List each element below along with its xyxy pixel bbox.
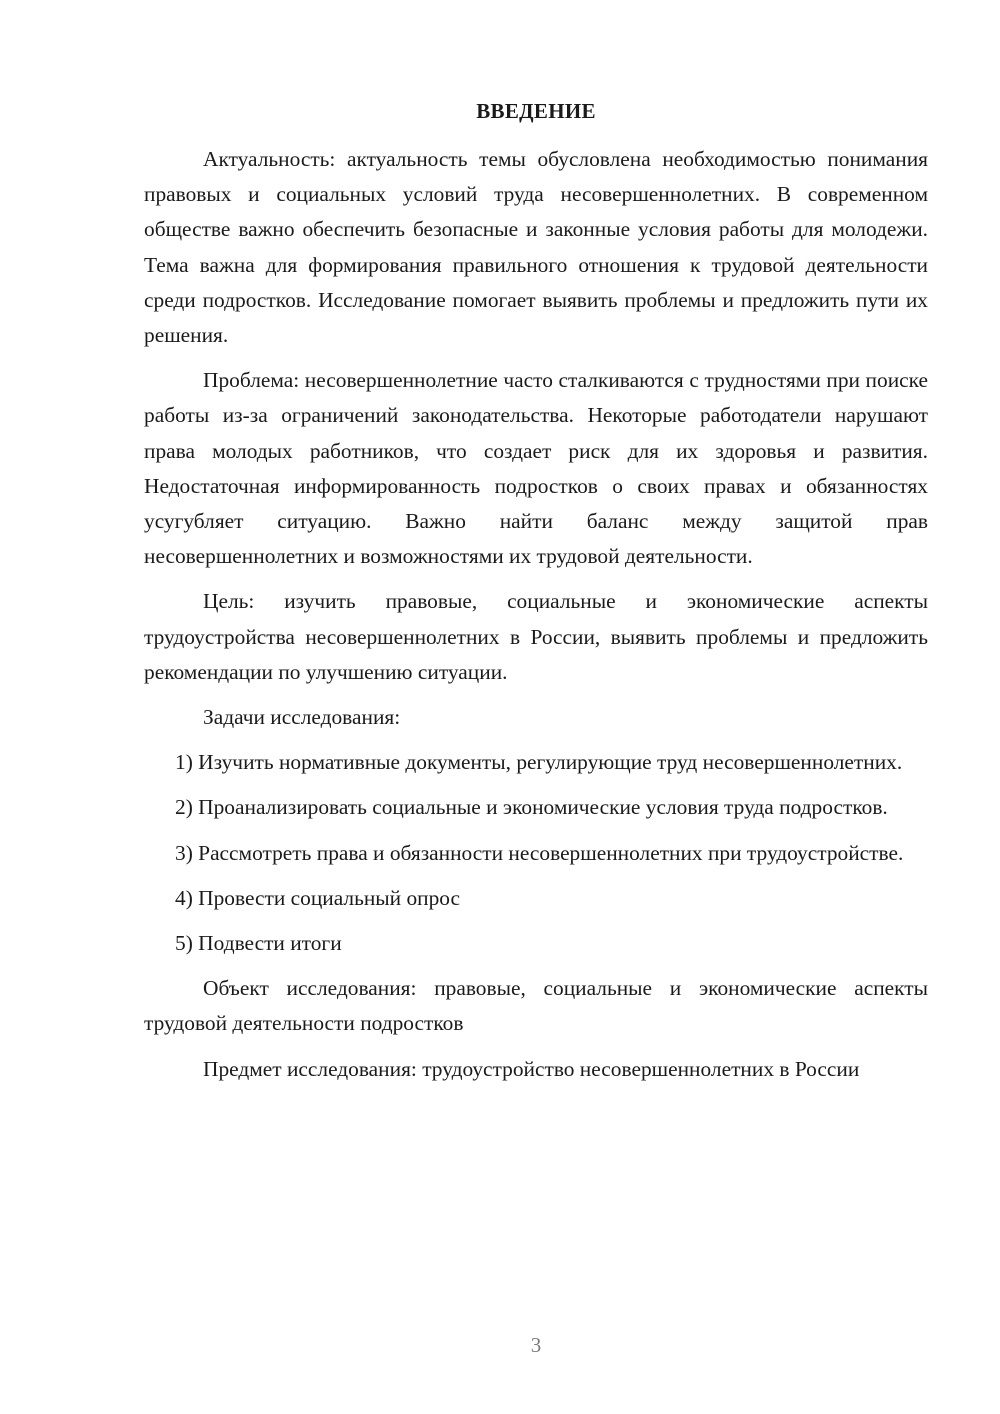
- page-number: 3: [530, 1333, 542, 1357]
- relevance-paragraph: Актуальность: актуальность темы обусловлена необходимостью понимания правовых и социальных условий труда несовершеннолетних. В современном обществе важно обеспечить безопасные и законные условия работы для молодежи. Тема важна для формирования правильного отношения к трудовой деятельности среди подростков. Исследование помогает выявить проблемы и предложить пути их решения.: [144, 147, 928, 348]
- object-paragraph: Объект исследования: правовые, социальные и экономические аспекты трудовой деятельности подростков: [144, 976, 928, 1036]
- subject-paragraph: Предмет исследования: трудоустройство несовершеннолетних в России: [203, 1056, 860, 1081]
- task-item-3: 3) Рассмотреть права и обязанности несовершеннолетних при трудоустройстве.: [175, 840, 904, 865]
- page-title: ВВЕДЕНИЕ: [476, 99, 596, 123]
- problem-paragraph: Проблема: несовершеннолетние часто сталкиваются с трудностями при поиске работы из-за ограничений законодательства. Некоторые работодатели нарушают права молодых работников, что создает риск для их здоровья и развития. Недостаточная информированность подростков о своих правах и обязанностях усугубляет ситуацию. Важно найти баланс между защитой прав несовершеннолетних и возможностями их трудовой деятельности.: [144, 368, 928, 569]
- document-page: [144, 0, 928, 1414]
- task-item-4: 4) Провести социальный опрос: [175, 885, 461, 910]
- document-body: [144, 142, 928, 1087]
- task-item-2: 2) Проанализировать социальные и экономические условия труда подростков.: [175, 795, 888, 820]
- task-item-1: 1) Изучить нормативные документы, регулирующие труд несовершеннолетних.: [175, 750, 903, 775]
- tasks-heading: Задачи исследования:: [203, 705, 401, 730]
- task-item-5: 5) Подвести итоги: [175, 931, 342, 956]
- goal-paragraph: Цель: изучить правовые, социальные и экономические аспекты трудоустройства несовершеннолетних в России, выявить проблемы и предложить рекомендации по улучшению ситуации.: [144, 589, 928, 684]
